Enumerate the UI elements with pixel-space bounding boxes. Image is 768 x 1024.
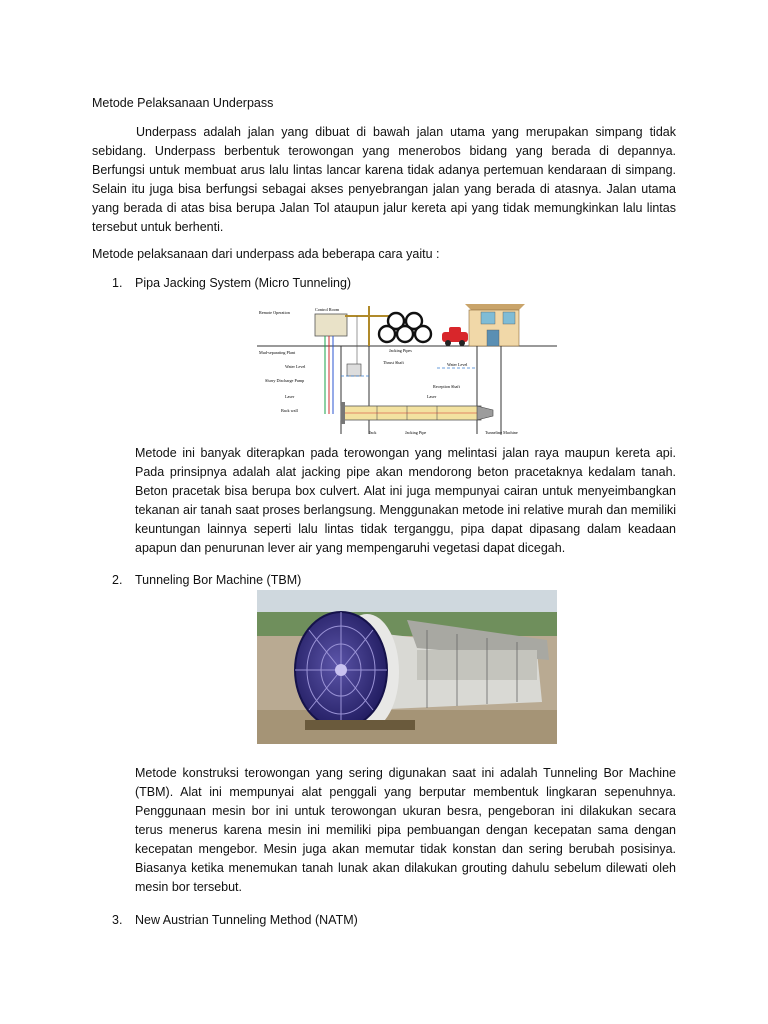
label-reception-shaft: Reception Shaft xyxy=(433,384,460,389)
list-number: 2. xyxy=(112,573,123,587)
list-item-title: Tunneling Bor Machine (TBM) xyxy=(135,573,302,587)
pipe-jacking-diagram xyxy=(257,302,557,440)
pipe-jacking-diagram-svg xyxy=(257,302,557,440)
methods-heading: Metode pelaksanaan dari underpass ada beberapa cara yaitu : xyxy=(92,247,440,261)
item-2-description: Metode konstruksi terowongan yang sering digunakan saat ini adalah Tunneling Bor Machine (TBM). Alat ini mempunyai alat penggali yang berputar membentuk lingkaran sepenuhnya. Penggunaan mesin bor ini untuk terowongan ukuran besra, pengeboran ini dilakukan secara terus menerus karena mesin ini memiliki pipa pembuangan dengan kecepatan sama dengan kecepatan mengebor. Mesin juga akan memutar tidak konstan dan sering berubah posisinya. Biasanya ketika menemukan tanah lunak akan dilakukan grouting dahulu sebelum dilewati oleh mesin bor tersebut. xyxy=(135,766,676,894)
list-item-2 xyxy=(112,573,301,587)
label-laser-right: Laser xyxy=(427,394,437,399)
label-tunneling-machine: Tunneling Machine xyxy=(485,430,518,435)
intro-paragraph: Underpass adalah jalan yang dibuat di bawah jalan utama yang merupakan simpang tidak sebidang. Underpass berbentuk terowongan yang menerobos bidang yang berada di depannya. Berfungsi untuk membuat arus lalu lintas lancar karena tidak adanya pertemuan kendaraan di simpang. Selain itu juga bisa berfungsi sebagai akses penyebrangan jalan yang berada di atasnya. Jalan utama yang berada di atas bisa berupa Jalan Tol ataupun jalur kereta api yang tidak memungkinkan lalu lintas tersebut untuk berhenti. xyxy=(92,125,676,234)
label-jacking-pipe: Jacking Pipe xyxy=(405,430,427,435)
label-mud-plant: Mud-separating Plant xyxy=(259,350,296,355)
list-item-1 xyxy=(112,276,351,290)
label-water-level-right: Water Level xyxy=(447,362,468,367)
label-back-wall: Back wall xyxy=(281,408,298,413)
document-title: Metode Pelaksanaan Underpass xyxy=(92,96,274,110)
list-item-3 xyxy=(112,913,358,927)
tbm-photo-svg xyxy=(257,590,557,744)
label-jacking-pipes: Jacking Pipes xyxy=(389,348,412,353)
label-laser-left: Laser xyxy=(285,394,295,399)
label-water-level-left: Water Level xyxy=(285,364,306,369)
list-item-title: Pipa Jacking System (Micro Tunneling) xyxy=(135,276,352,290)
list-number: 3. xyxy=(112,913,123,927)
item-1-description: Metode ini banyak diterapkan pada terowongan yang melintasi jalan raya maupun kereta api. Pada prinsipnya adalah alat jacking pipe akan mendorong beton pracetaknya kedalam tanah. Beton pracetak bisa berupa box culvert. Alat ini juga mempunyai cairan untuk menyeimbangkan tekanan air tanah saat proses berlangsung. Menggunakan metode ini relative murah dan memiliki keuntungan lainnya seperti lalu lintas tidak terganggu, pipa dapat dipasang dalam keadaan apapun dan penurunan lever air yang mempengaruhi vegetasi dapat dicegah. xyxy=(135,446,676,555)
label-jack: Jack xyxy=(369,430,377,435)
label-thrust-shaft: Thrust Shaft xyxy=(383,360,404,365)
tbm-photo xyxy=(257,590,557,744)
label-remote-operation: Remote Operation xyxy=(259,310,290,315)
list-item-title: New Austrian Tunneling Method (NATM) xyxy=(135,913,358,927)
label-slurry-pump: Slurry Discharge Pump xyxy=(265,378,305,383)
label-control-room: Control Room xyxy=(315,307,340,312)
list-number: 1. xyxy=(112,276,123,290)
